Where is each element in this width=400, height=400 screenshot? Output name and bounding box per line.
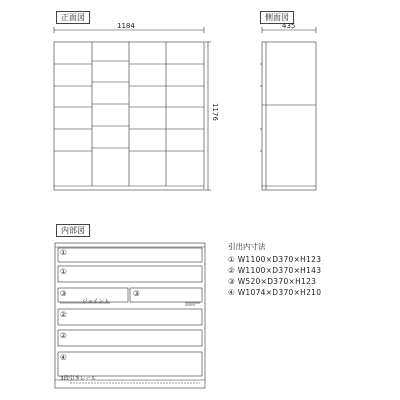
depth-dimension: 435 — [282, 22, 296, 30]
legend-item-4: ④ W1074×D370×H210 — [228, 288, 322, 297]
drawer-5 — [58, 330, 202, 346]
legend-item-1: ① W1100×D370×H123 — [228, 255, 322, 264]
interior-view-label: 内部図 — [56, 224, 90, 237]
front-view-label: 正面図 — [56, 11, 90, 24]
drawer-mark-7: ④ — [60, 353, 67, 362]
legend-title: 引出内寸法 — [228, 242, 266, 251]
legend-item-2: ② W1100×D370×H143 — [228, 266, 322, 275]
width-dimension: 1184 — [117, 22, 135, 30]
drawer-mark-6: ② — [60, 331, 67, 340]
interior-view-outline — [55, 243, 205, 388]
drawer-6 — [58, 352, 202, 376]
legend-item-3: ③ W520×D370×H123 — [228, 277, 317, 286]
drawer-mark-4: ③ — [133, 289, 140, 298]
drawer-3-right — [130, 288, 202, 302]
joint-label: ジョイント — [82, 299, 110, 305]
drawer-dimensions-legend — [228, 241, 321, 298]
drawer-mark-5: ② — [60, 310, 67, 319]
drawer-4 — [58, 309, 202, 325]
drawer-mark-3: ③ — [60, 289, 67, 298]
side-view-outline — [262, 42, 316, 190]
drawer-mark-2: ① — [60, 267, 67, 276]
drawer-2 — [58, 266, 202, 282]
side-view-label: 側面図 — [260, 11, 294, 24]
height-dimension: 1176 — [211, 103, 219, 121]
drawer-1 — [58, 248, 202, 262]
rail-label: 3段引きレール — [60, 376, 97, 382]
drawer-mark-1: ① — [60, 248, 67, 257]
